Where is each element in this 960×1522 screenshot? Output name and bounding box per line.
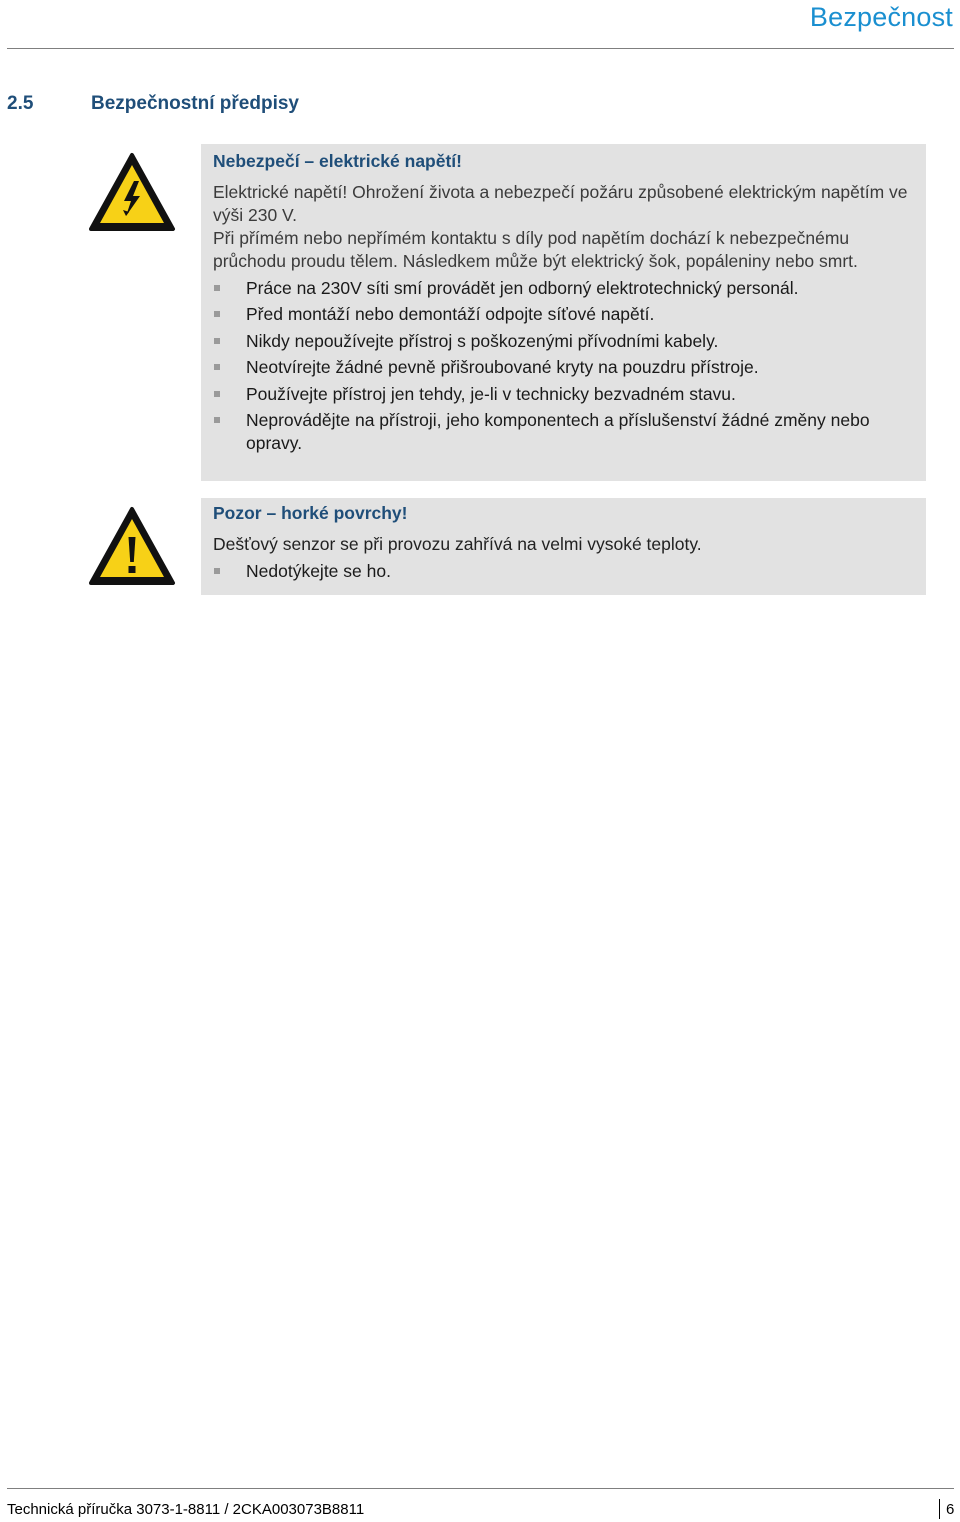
footer-divider <box>7 1488 954 1489</box>
electric-hazard-icon <box>88 152 176 232</box>
section-title: Bezpečnostní předpisy <box>91 93 299 114</box>
list-item-text: Používejte přístroj jen tehdy, je-li v technicky bezvadném stavu. <box>246 383 736 404</box>
footer-separator <box>939 1499 940 1519</box>
bullet-square-icon <box>214 417 220 423</box>
list-item <box>213 356 914 379</box>
bullet-square-icon <box>214 364 220 370</box>
page-header-title: Bezpečnost <box>809 2 953 32</box>
section-number: 2.5 <box>7 93 34 114</box>
page-number: 6 <box>946 1501 955 1518</box>
list-item-text: Před montáží nebo demontáží odpojte síťové napětí. <box>246 304 655 324</box>
bullet-square-icon <box>214 338 220 344</box>
list-item-text: Práce na 230V síti smí provádět jen odborný elektrotechnický personál. <box>246 277 799 298</box>
bullet-square-icon <box>214 568 220 574</box>
bullet-square-icon <box>214 285 220 291</box>
danger-notice-paragraph-2: Při přímém nebo nepřímém kontaktu s díly pod napětím dochází k nebezpečnému průchodu proudu tělem. Následkem může být elektrický šok, popáleniny nebo smrt. <box>213 228 858 271</box>
list-item <box>213 330 914 353</box>
list-item-text: Nikdy nepoužívejte přístroj s poškozenými přívodními kabely. <box>246 330 719 351</box>
danger-notice-paragraph-1: Elektrické napětí! Ohrožení života a nebezpečí požáru způsobené elektrickým napětím ve výši 230 V. <box>213 182 908 225</box>
list-item-text: Nedotýkejte se ho. <box>246 560 391 581</box>
caution-notice-bullet-list <box>213 560 914 583</box>
caution-notice-paragraph: Dešťový senzor se při provozu zahřívá na velmi vysoké teploty. <box>213 534 702 554</box>
caution-notice-title: Pozor – horké povrchy! <box>213 503 408 523</box>
danger-notice-bullet-list <box>213 277 914 456</box>
list-item <box>213 303 914 326</box>
list-item <box>213 409 914 455</box>
bullet-square-icon <box>214 311 220 317</box>
header-divider <box>7 48 954 49</box>
footer-document-id: Technická příručka 3073-1-8811 / 2CKA003073B8811 <box>7 1501 365 1518</box>
danger-notice-title: Nebezpečí – elektrické napětí! <box>213 151 462 171</box>
list-item <box>213 277 914 300</box>
list-item <box>213 383 914 406</box>
caution-notice-box <box>201 498 926 595</box>
section-heading <box>7 93 299 115</box>
danger-notice-box <box>201 144 926 481</box>
bullet-square-icon <box>214 391 220 397</box>
list-item-text: Neprovádějte na přístroji, jeho komponentech a příslušenství žádné změny nebo opravy. <box>246 410 870 453</box>
list-item <box>213 560 914 583</box>
list-item-text: Neotvírejte žádné pevně přišroubované kryty na pouzdru přístroje. <box>246 357 759 377</box>
general-warning-icon <box>88 506 176 586</box>
